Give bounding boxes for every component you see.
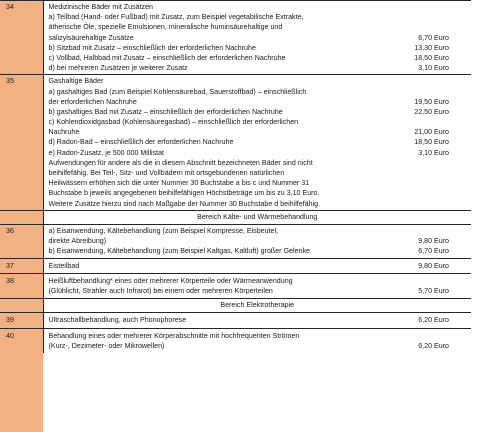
section-header-row	[0, 210, 471, 224]
price-value: 9,80 Euro	[418, 261, 449, 270]
tariff-table-body	[0, 1, 471, 353]
price-value	[396, 188, 467, 198]
description-line: a) Teilbad (Hand- oder Fußbad) mit Zusatz, zum Beispiel vegetabilische Extrakte,	[48, 13, 304, 22]
description-line: salizylsäurehaltige Zusätze	[48, 33, 134, 42]
price-value	[396, 87, 467, 97]
description-line: Eisteilbad	[48, 261, 80, 270]
item-description	[43, 75, 392, 210]
tariff-row	[0, 273, 471, 298]
price-value: 6,70 Euro	[418, 33, 449, 42]
description-line: d) Radon-Bad – einschließlich der erforderlichen Nachruhe	[48, 138, 234, 147]
section-header-row	[0, 299, 471, 313]
description-line: Nachruhe	[48, 128, 80, 137]
price-value	[396, 178, 467, 188]
item-number: 37	[0, 258, 43, 273]
description-line: Medizinische Bäder mit Zusätzen	[48, 3, 153, 11]
item-number: 40	[0, 328, 43, 353]
item-number: 38	[0, 273, 43, 298]
tariff-row	[0, 1, 471, 75]
description-line: Heißluftbehandlung* eines oder mehrerer Körperteile oder Wärmeanwendung	[48, 276, 293, 285]
section-number-cell	[0, 210, 43, 224]
description-line: c) Vollbad, Halbbad mit Zusatz – einschließlich der erforderlichen Nachruhe	[48, 53, 286, 62]
description-line: Weitere Zusätze hierzu sind nach Maßgabe der Nummer 30 Buchstabe d beihilfefähig.	[48, 199, 321, 208]
item-description	[43, 224, 392, 258]
tariff-row	[0, 75, 471, 210]
item-description	[43, 1, 392, 75]
price-value: 5,70 Euro	[418, 286, 449, 295]
price-value: 9,80 Euro	[418, 237, 449, 246]
item-number: 39	[0, 313, 43, 328]
tariff-row	[0, 224, 471, 258]
description-line: ätherische Öle, spezielle Emulsionen, mineralische huminsäurehaltige und	[48, 23, 283, 32]
description-line: b) Eisanwendung, Kältebehandlung (zum Beispiel Kaltgas, Kaltluft) großer Gelenke	[48, 247, 310, 256]
price-value	[396, 117, 467, 127]
description-line: d) bei mehreren Zusätzen je weiterer Zusatz	[48, 64, 188, 73]
item-description	[43, 273, 392, 298]
price-value: 6,20 Euro	[418, 316, 449, 325]
section-number-cell	[0, 299, 43, 313]
tariff-row	[0, 313, 471, 328]
item-price-column	[392, 273, 471, 298]
price-value	[396, 276, 467, 286]
price-value	[396, 158, 467, 168]
description-line: (Kurz-, Dezimeter- oder Mikrowellen)	[48, 341, 165, 350]
price-value: 21,00 Euro	[414, 128, 449, 137]
description-line: der erforderlichen Nachruhe	[48, 97, 137, 106]
description-line: Aufwendungen für andere als die in diesem Abschnitt bezeichneten Bäder sind nicht	[48, 158, 313, 167]
price-value: 22,50 Euro	[414, 107, 449, 116]
item-price-column	[392, 258, 471, 273]
price-value	[396, 168, 467, 178]
item-price-column	[392, 1, 471, 75]
price-value: 6,20 Euro	[418, 341, 449, 350]
description-line: Heilwässern erhöhen sich die unter Nummer 30 Buchstabe a bis c und Nummer 31	[48, 179, 310, 188]
item-price-column	[392, 224, 471, 258]
price-value	[396, 331, 467, 341]
price-value: 13,30 Euro	[414, 43, 449, 52]
price-value: 19,50 Euro	[414, 97, 449, 106]
item-number: 36	[0, 224, 43, 258]
description-line: c) Kohlendioxidgasbad (Kohlensäuregasbad) – einschließlich der erforderlichen	[48, 118, 299, 127]
description-line: b) Sitzbad mit Zusatz – einschließlich der erforderlichen Nachruhe	[48, 43, 256, 52]
description-line: Buchstabe b jeweils angegebenen beihilfefähigen Höchstbeträge um bis zu 3,10 Euro.	[48, 189, 320, 198]
price-value: 3,10 Euro	[418, 64, 449, 73]
description-line: beihilfefähig. Bei Teil-, Sitz- und Vollbädern mit ortsgebundenen natürlichen	[48, 169, 285, 177]
price-value	[396, 226, 467, 236]
description-line: e) Radon-Zusatz, je 500 000 Millistat	[48, 148, 165, 157]
tariff-row	[0, 258, 471, 273]
description-line: Gashaltige Bäder	[48, 77, 104, 86]
description-line: a) Eisanwendung, Kältebehandlung (zum Beispiel Kompresse, Eisbeutel,	[48, 226, 279, 235]
item-description	[43, 328, 392, 353]
section-title: Bereich Elektrotherapie	[43, 299, 471, 313]
description-line: a) gashaltiges Bad (zum Beispiel Kohlensäurebad, Sauerstoffbad) – einschließlich	[48, 87, 307, 96]
section-title: Bereich Kälte- und Wärmebehandlung	[43, 210, 471, 224]
price-value: 3,10 Euro	[418, 148, 449, 157]
price-value	[396, 199, 467, 209]
item-price-column	[392, 313, 471, 328]
item-description	[43, 258, 392, 273]
price-value	[396, 22, 467, 32]
price-value	[396, 76, 467, 86]
description-line: Behandlung eines oder mehrerer Körperabschnitte mit hochfrequenten Strömen	[48, 331, 300, 340]
description-line: direkte Abreibung)	[48, 237, 107, 246]
price-value: 6,70 Euro	[418, 247, 449, 256]
item-description	[43, 313, 392, 328]
price-value	[396, 2, 467, 12]
item-price-column	[392, 328, 471, 353]
price-value	[396, 12, 467, 22]
description-line: Ultraschallbehandlung, auch Phonophorese	[48, 316, 187, 325]
price-value: 18,50 Euro	[414, 53, 449, 62]
tariff-row	[0, 328, 471, 353]
item-number: 35	[0, 75, 43, 210]
item-number: 34	[0, 1, 43, 75]
item-price-column	[392, 75, 471, 210]
description-line: (Glühlicht, Strahler auch Infrarot) bei einem oder mehreren Körperteilen	[48, 286, 273, 295]
price-value: 18,50 Euro	[414, 138, 449, 147]
description-line: b) gashaltiges Bad mit Zusatz – einschließlich der erforderlichen Nachruhe	[48, 107, 283, 116]
